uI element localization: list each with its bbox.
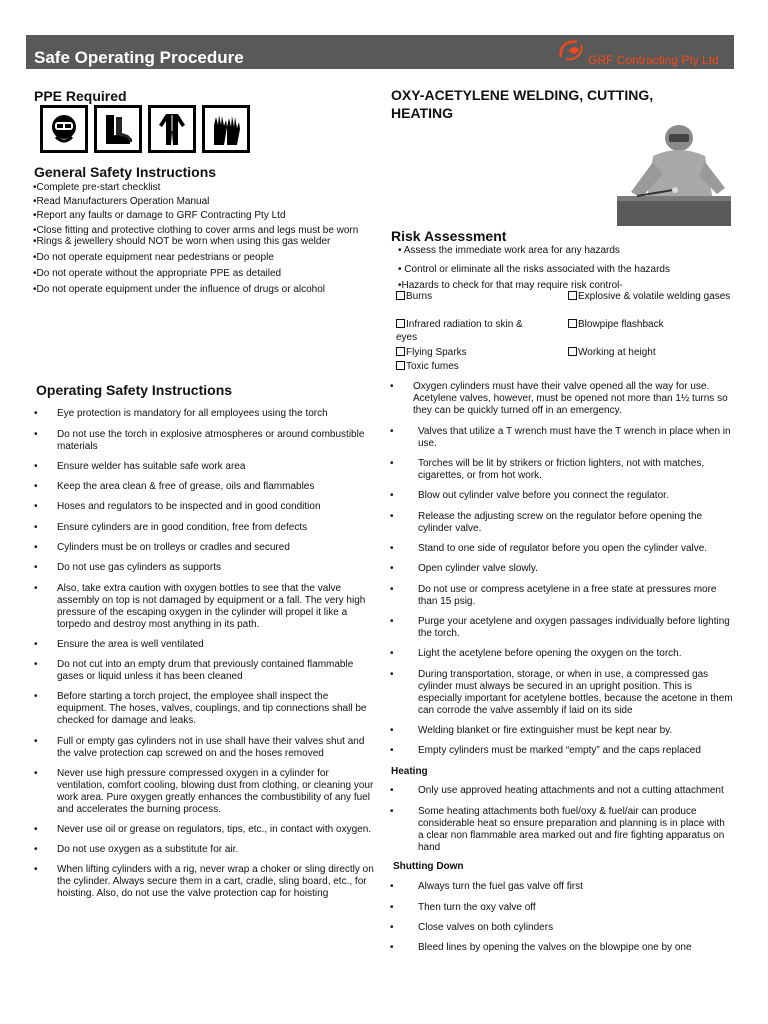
checkbox-icon <box>396 347 405 356</box>
header-bar <box>26 35 734 69</box>
ppe-icon-row <box>40 105 250 153</box>
operating-safety-heading: Operating Safety Instructions <box>36 382 233 398</box>
safety-boots-icon <box>94 105 142 153</box>
heating-heading: Heating <box>391 766 428 777</box>
checkbox-icon <box>568 347 577 356</box>
hazard-item: Working at height <box>568 346 733 359</box>
list-item: • Control or eliminate all the risks associated with the hazards <box>398 264 670 275</box>
shutting-down-heading: Shutting Down <box>393 861 464 872</box>
list-item: •Complete pre-start checklist <box>33 182 161 193</box>
welder-photo <box>613 122 733 228</box>
list-item: •Do not operate equipment near pedestrians or people <box>33 252 274 263</box>
list-item: •Read Manufacturers Operation Manual <box>33 196 210 207</box>
hazard-item: Flying Sparks <box>396 346 561 359</box>
checkbox-icon <box>396 291 405 300</box>
general-safety-heading: General Safety Instructions <box>34 164 217 180</box>
list-item: •Rings & jewellery should NOT be worn when using this gas welder <box>33 236 331 247</box>
hazard-item: Toxic fumes <box>396 360 561 373</box>
ppe-heading: PPE Required <box>34 88 127 104</box>
list-item: •Report any faults or damage to GRF Contracting Pty Ltd <box>33 210 286 221</box>
document-title: OXY-ACETYLENE WELDING, CUTTING, HEATING <box>391 87 654 121</box>
list-item: •Do not operate equipment under the influence of drugs or alcohol <box>33 284 326 295</box>
gloves-icon <box>202 105 250 153</box>
grf-logo-icon <box>557 37 587 63</box>
company-name: GRF Contracting Pty Ltd <box>588 53 719 67</box>
checkbox-icon <box>568 319 577 328</box>
general-safety-list <box>33 181 378 297</box>
checkbox-icon <box>396 361 405 370</box>
checkbox-icon <box>396 319 405 328</box>
hazard-item: Infrared radiation to skin & eyes <box>396 319 523 343</box>
risk-assessment-heading: Risk Assessment <box>391 228 507 244</box>
face-shield-icon <box>40 105 88 153</box>
hazard-item: Burns <box>396 290 561 303</box>
hazard-item: Blowpipe flashback <box>568 318 733 331</box>
list-item: •Hazards to check for that may require risk control- <box>398 280 623 291</box>
list-item: •Close fitting and protective clothing to cover arms and legs must be worn <box>33 225 359 236</box>
list-item: • Assess the immediate work area for any hazards <box>398 245 620 256</box>
page-title: Safe Operating Procedure <box>34 48 244 67</box>
coveralls-icon <box>148 105 196 153</box>
risk-assessment-lines <box>398 244 728 295</box>
checkbox-icon <box>568 291 577 300</box>
hazard-item: Explosive & volatile welding gases <box>568 290 733 303</box>
list-item: •Do not operate without the appropriate PPE as detailed <box>33 268 282 279</box>
